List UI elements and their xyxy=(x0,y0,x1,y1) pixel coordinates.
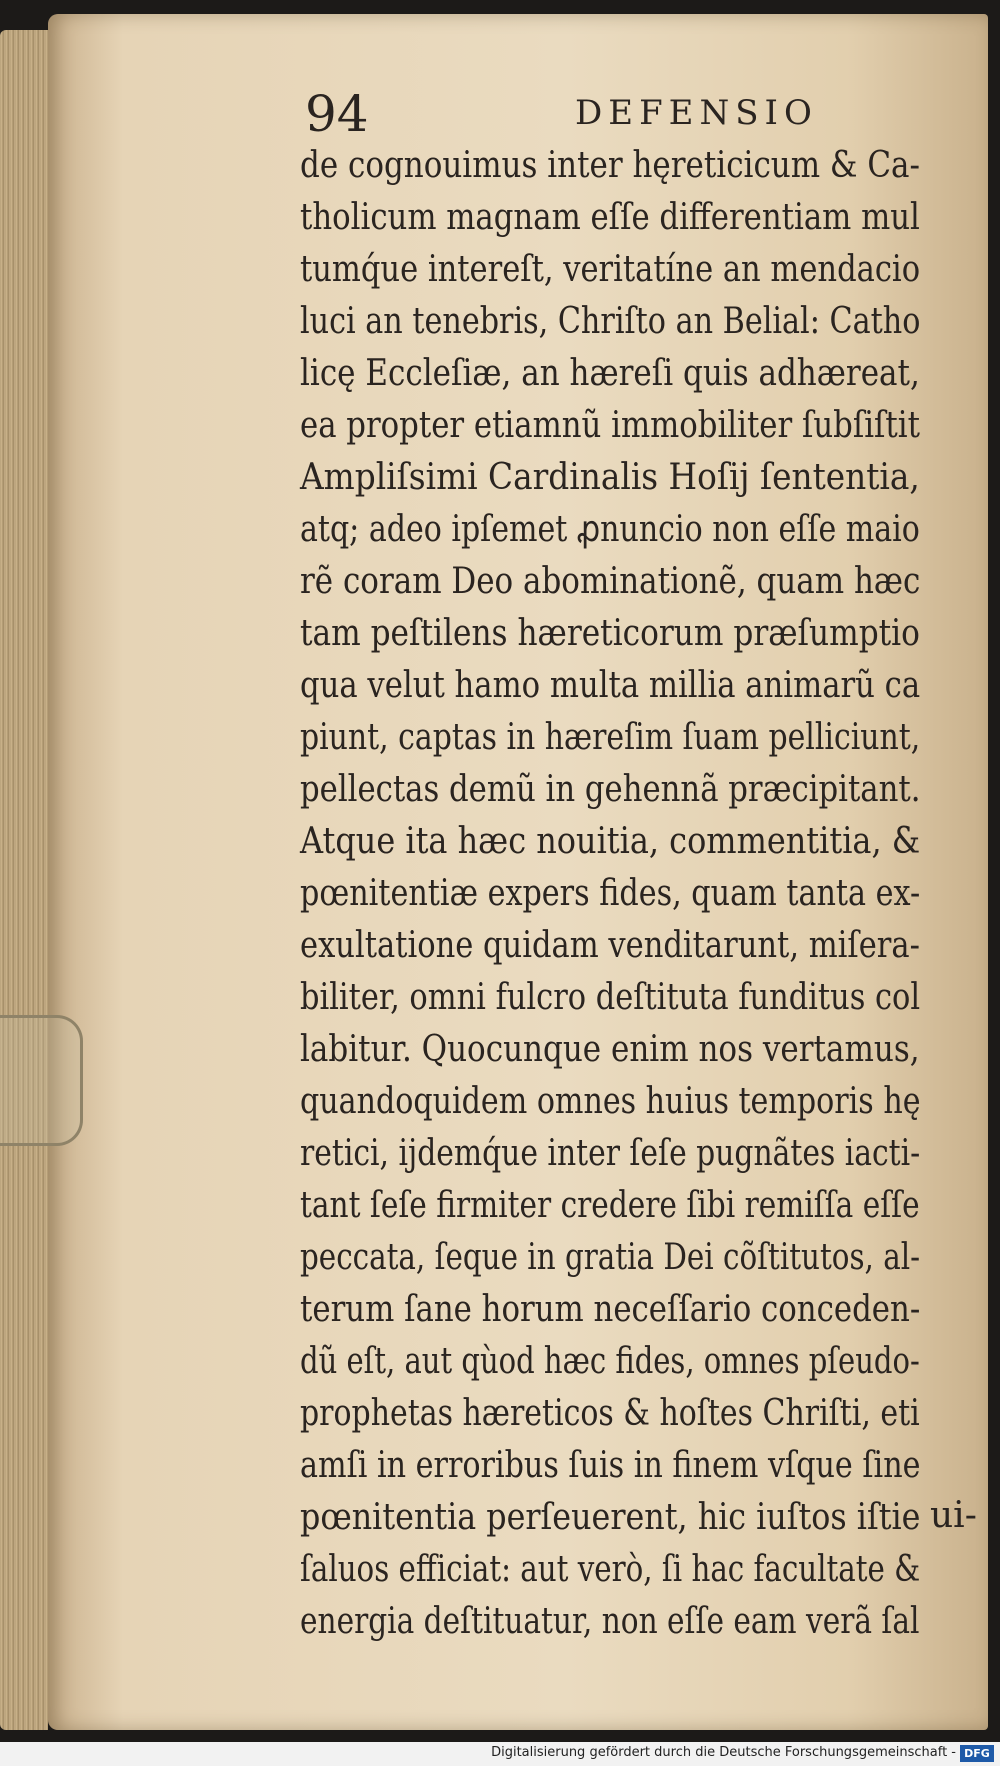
text-line: labitur. Quocunque enim nos vertamus, xyxy=(300,1029,920,1070)
footer-credit: Digitalisierung gefördert durch die Deutsche Forschungsgemeinschaft - xyxy=(491,1745,956,1760)
text-line: dũ eſt, aut qùod hæc fides, omnes pſeudo- xyxy=(300,1341,920,1382)
digitization-footer xyxy=(0,1742,1000,1766)
text-line: pœnitentiæ expers fides, quam tanta ex- xyxy=(300,873,921,914)
text-line: pellectas demũ in gehennã præcipitant. xyxy=(300,769,921,810)
text-line: pœnitentia perſeuerent, hic iuſtos iſtie xyxy=(300,1497,921,1538)
text-line: amſi in erroribus ſuis in finem vſque ſine xyxy=(300,1445,921,1486)
text-line: energia deſtituatur, non eſſe eam verã ſal xyxy=(300,1601,920,1642)
text-line: prophetas hæreticos & hoſtes Chriſti, eti xyxy=(300,1393,920,1434)
text-line: exultatione quidam venditarunt, miſera- xyxy=(300,925,920,966)
text-line: piunt, captas in hæreſim ſuam pelliciunt, xyxy=(300,717,921,758)
catchword: ui- xyxy=(930,1495,977,1536)
text-line: de cognouimus inter hęreticicum & Ca- xyxy=(300,145,920,186)
text-line: ea propter etiamnũ immobiliter ſubſiſtit xyxy=(300,405,920,446)
text-line: rẽ coram Deo abominationẽ, quam hæc xyxy=(300,561,921,602)
text-line: tumq́ue intereſt, veritatíne an mendacio xyxy=(300,249,921,290)
text-line: Ampliſsimi Cardinalis Hoſij ſententia, xyxy=(300,457,920,498)
text-line: biliter, omni fulcro deſtituta funditus col xyxy=(300,977,921,1018)
page-header xyxy=(305,85,825,145)
page-number: 94 xyxy=(305,85,369,143)
text-line: licę Eccleſiæ, an hæreſi quis adhæreat, xyxy=(300,353,920,394)
page-edges xyxy=(0,30,48,1730)
text-line: retici, ijdemq́ue inter ſeſe pugnãtes iacti- xyxy=(300,1133,921,1174)
text-line: quandoquidem omnes huius temporis hę xyxy=(300,1081,921,1122)
book-clasp xyxy=(0,1015,83,1146)
text-line: tholicum magnam eſſe differentiam mul xyxy=(300,197,920,238)
text-line: ſaluos efficiat: aut verò, ſi hac facultate & xyxy=(300,1549,921,1590)
text-line: terum ſane horum neceſſario conceden- xyxy=(300,1289,921,1330)
dfg-logo: DFG xyxy=(960,1745,994,1762)
text-line: tant ſeſe firmiter credere ſibi remiſſa eſſe xyxy=(300,1185,920,1226)
text-line: atq; adeo ipſemet ꝓnuncio non eſſe maio xyxy=(300,509,920,550)
body-text xyxy=(300,140,990,1648)
text-line: Atque ita hæc nouitia, commentitia, & xyxy=(300,821,921,862)
text-line: luci an tenebris, Chriſto an Belial: Catho xyxy=(300,301,921,342)
text-line: tam peſtilens hæreticorum præſumptio xyxy=(300,613,920,654)
text-line: peccata, ſeque in gratia Dei cõſtitutos, al- xyxy=(300,1237,921,1278)
text-line: qua velut hamo multa millia animarũ ca xyxy=(300,665,921,706)
running-head: DEFENSIO xyxy=(575,93,818,133)
